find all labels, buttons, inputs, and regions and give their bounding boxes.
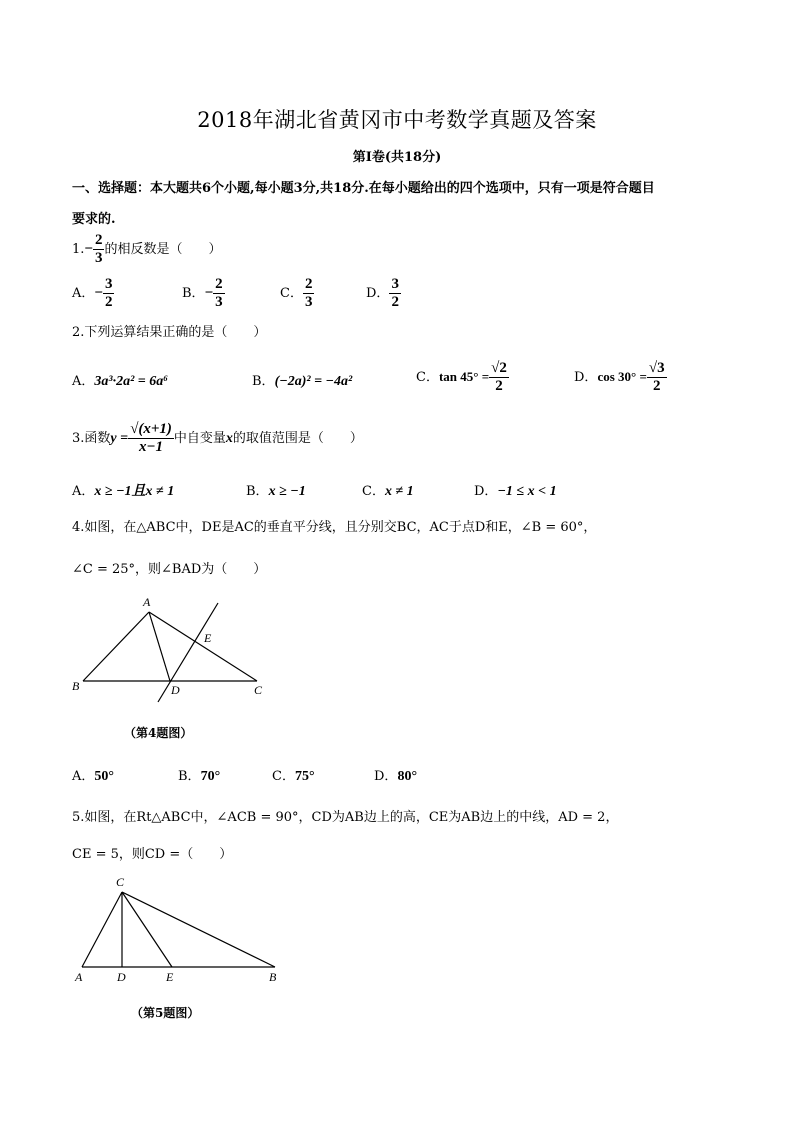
q2-option-c-frac bbox=[489, 360, 509, 395]
q4-option-b[interactable] bbox=[178, 765, 220, 785]
q5-segment-ac bbox=[82, 892, 122, 967]
q1-option-a-frac bbox=[103, 276, 115, 311]
q1-frac-den: 3 bbox=[94, 250, 103, 266]
q3-option-d-label: D． bbox=[474, 484, 498, 499]
q4-point-d-label: D bbox=[171, 683, 180, 697]
q1-option-c-num: 2 bbox=[304, 276, 313, 292]
q3-option-a[interactable] bbox=[72, 480, 174, 500]
section-instructions-line2: 要求的. bbox=[72, 212, 116, 227]
q2-option-d-num: √3 bbox=[648, 360, 665, 376]
q1-option-d-num: 3 bbox=[391, 276, 399, 292]
q2-option-d-label: D． bbox=[574, 370, 598, 385]
q3-option-c-label: C． bbox=[362, 484, 385, 499]
q4-point-b-label: B bbox=[72, 679, 80, 693]
q1-option-b-den: 3 bbox=[215, 294, 223, 310]
section-instructions-line1: 一、选择题：本大题共6个小题,每小题3分,共18分.在每小题给出的四个选项中，只有一项是符合题目 bbox=[72, 181, 655, 196]
q5-point-d-label: D bbox=[117, 970, 126, 984]
q4-option-c-label: C． bbox=[272, 769, 295, 784]
q3-option-d[interactable] bbox=[474, 480, 557, 500]
q5-point-a-label: A bbox=[75, 970, 83, 984]
q3-var: x bbox=[225, 431, 233, 446]
q4-option-a[interactable] bbox=[72, 765, 114, 785]
q4-point-a-label: A bbox=[143, 595, 151, 609]
q4-option-c-value: 75° bbox=[294, 769, 315, 784]
q1-option-a-label: A． bbox=[72, 286, 95, 301]
q2-option-d[interactable] bbox=[574, 360, 667, 395]
question-5-line2: CE = 5，则CD =（ ） bbox=[72, 847, 233, 862]
q3-option-c-expr: x ≠ 1 bbox=[384, 484, 414, 499]
q2-option-a-expr: 3a³·2a² = 6a⁶ bbox=[94, 374, 169, 389]
q3-option-b-expr: x ≥ −1 bbox=[268, 484, 306, 499]
q5-median-ce bbox=[122, 892, 172, 967]
question-5-line1: 5.如图，在Rt△ABC中，∠ACB = 90°，CD为AB边上的高，CE为AB边上的中线，AD = 2， bbox=[72, 810, 619, 825]
q1-option-c[interactable] bbox=[280, 276, 314, 311]
q4-option-b-label: B． bbox=[178, 769, 201, 784]
q3-option-c[interactable] bbox=[362, 480, 414, 500]
q1-option-b-sign: − bbox=[204, 285, 214, 301]
page-title: 2018年湖北省黄冈市中考数学真题及答案 bbox=[197, 108, 597, 132]
q1-option-b-label: B． bbox=[182, 286, 205, 301]
q1-option-c-label: C． bbox=[280, 286, 303, 301]
q5-segment-cb bbox=[122, 892, 275, 967]
q3-option-a-label: A． bbox=[72, 484, 95, 499]
q4-option-a-label: A． bbox=[72, 769, 95, 784]
q2-option-c-den: 2 bbox=[495, 378, 503, 394]
q1-tail: 的相反数是（ ） bbox=[104, 242, 222, 257]
q3-mid: 中自变量 bbox=[173, 431, 226, 446]
q4-option-b-value: 70° bbox=[200, 769, 221, 784]
q4-figure-caption: （第4题图） bbox=[124, 726, 193, 740]
q2-option-a-label: A． bbox=[72, 374, 95, 389]
q3-fraction bbox=[128, 421, 174, 456]
question-4-line2: ∠C = 25°，则∠BAD为（ ） bbox=[72, 562, 267, 577]
q4-point-c-label: C bbox=[254, 683, 263, 697]
q1-option-b[interactable] bbox=[182, 276, 225, 311]
q2-option-b-expr: (−2a)² = −4a² bbox=[274, 374, 353, 389]
q3-option-a-expr: x ≥ −1且x ≠ 1 bbox=[94, 484, 175, 499]
q1-option-b-num: 2 bbox=[215, 276, 223, 292]
q3-frac-num: √(x+1) bbox=[130, 421, 172, 437]
q1-option-d-den: 2 bbox=[391, 294, 399, 310]
q4-perpendicular-bisector bbox=[158, 603, 218, 702]
q2-option-c[interactable] bbox=[416, 360, 509, 395]
question-2-stem: 2.下列运算结果正确的是（ ） bbox=[72, 325, 267, 340]
q3-pre: 3.函数 bbox=[72, 431, 111, 446]
q4-figure bbox=[66, 590, 286, 710]
q1-option-c-den: 3 bbox=[304, 294, 313, 310]
q2-option-c-label: C． bbox=[416, 370, 439, 385]
question-1-stem bbox=[72, 232, 221, 267]
q1-minus: − bbox=[84, 241, 93, 257]
q2-option-b[interactable] bbox=[252, 370, 352, 390]
q5-figure bbox=[66, 870, 292, 988]
q3-option-b[interactable] bbox=[246, 480, 306, 500]
question-4-line1: 4.如图，在△ABC中，DE是AC的垂直平分线，且分别交BC，AC于点D和E，∠B = 60°， bbox=[72, 520, 597, 535]
q3-option-d-expr: −1 ≤ x < 1 bbox=[497, 484, 557, 499]
q4-point-e-label: E bbox=[204, 631, 212, 645]
q2-option-a[interactable] bbox=[72, 370, 168, 390]
page-subtitle: 第Ⅰ卷(共18分) bbox=[352, 150, 442, 165]
q3-frac-den: x−1 bbox=[138, 439, 164, 455]
q2-option-d-expr: cos 30° = bbox=[597, 369, 647, 384]
q2-option-c-expr: tan 45° = bbox=[438, 369, 490, 384]
q1-option-d-label: D． bbox=[366, 286, 390, 301]
q3-option-b-label: B． bbox=[246, 484, 269, 499]
q4-option-d-label: D． bbox=[374, 769, 398, 784]
q5-point-b-label: B bbox=[269, 970, 277, 984]
q4-option-d-value: 80° bbox=[397, 769, 418, 784]
q2-option-d-frac bbox=[647, 360, 667, 395]
q3-y-eq: y = bbox=[110, 431, 129, 446]
q4-segment-ad bbox=[149, 612, 170, 681]
question-3-stem bbox=[72, 421, 363, 456]
q2-option-d-den: 2 bbox=[652, 378, 661, 394]
q4-option-d[interactable] bbox=[374, 765, 417, 785]
q1-fraction bbox=[93, 232, 105, 267]
q5-figure-caption: （第5题图） bbox=[131, 1006, 200, 1020]
q5-point-e-label: E bbox=[166, 970, 174, 984]
q1-number: 1. bbox=[72, 242, 85, 257]
q1-option-c-frac bbox=[303, 276, 315, 311]
q1-option-a-num: 3 bbox=[104, 276, 113, 292]
q1-option-d-frac bbox=[389, 276, 401, 311]
q1-option-a[interactable] bbox=[72, 276, 114, 311]
q1-option-a-den: 2 bbox=[104, 294, 113, 310]
q5-point-c-label: C bbox=[116, 875, 125, 889]
q3-tail: 的取值范围是（ ） bbox=[232, 431, 363, 446]
q1-option-d[interactable] bbox=[366, 276, 401, 311]
q2-option-b-label: B． bbox=[252, 374, 275, 389]
q2-option-c-num: √2 bbox=[491, 360, 507, 376]
q1-frac-num: 2 bbox=[94, 232, 103, 248]
q1-option-b-frac bbox=[213, 276, 225, 311]
q4-option-a-value: 50° bbox=[94, 769, 114, 784]
q1-option-a-sign: − bbox=[94, 285, 103, 301]
q4-segment-ac bbox=[149, 612, 257, 681]
q4-segment-ab bbox=[83, 612, 149, 681]
q4-option-c[interactable] bbox=[272, 765, 315, 785]
